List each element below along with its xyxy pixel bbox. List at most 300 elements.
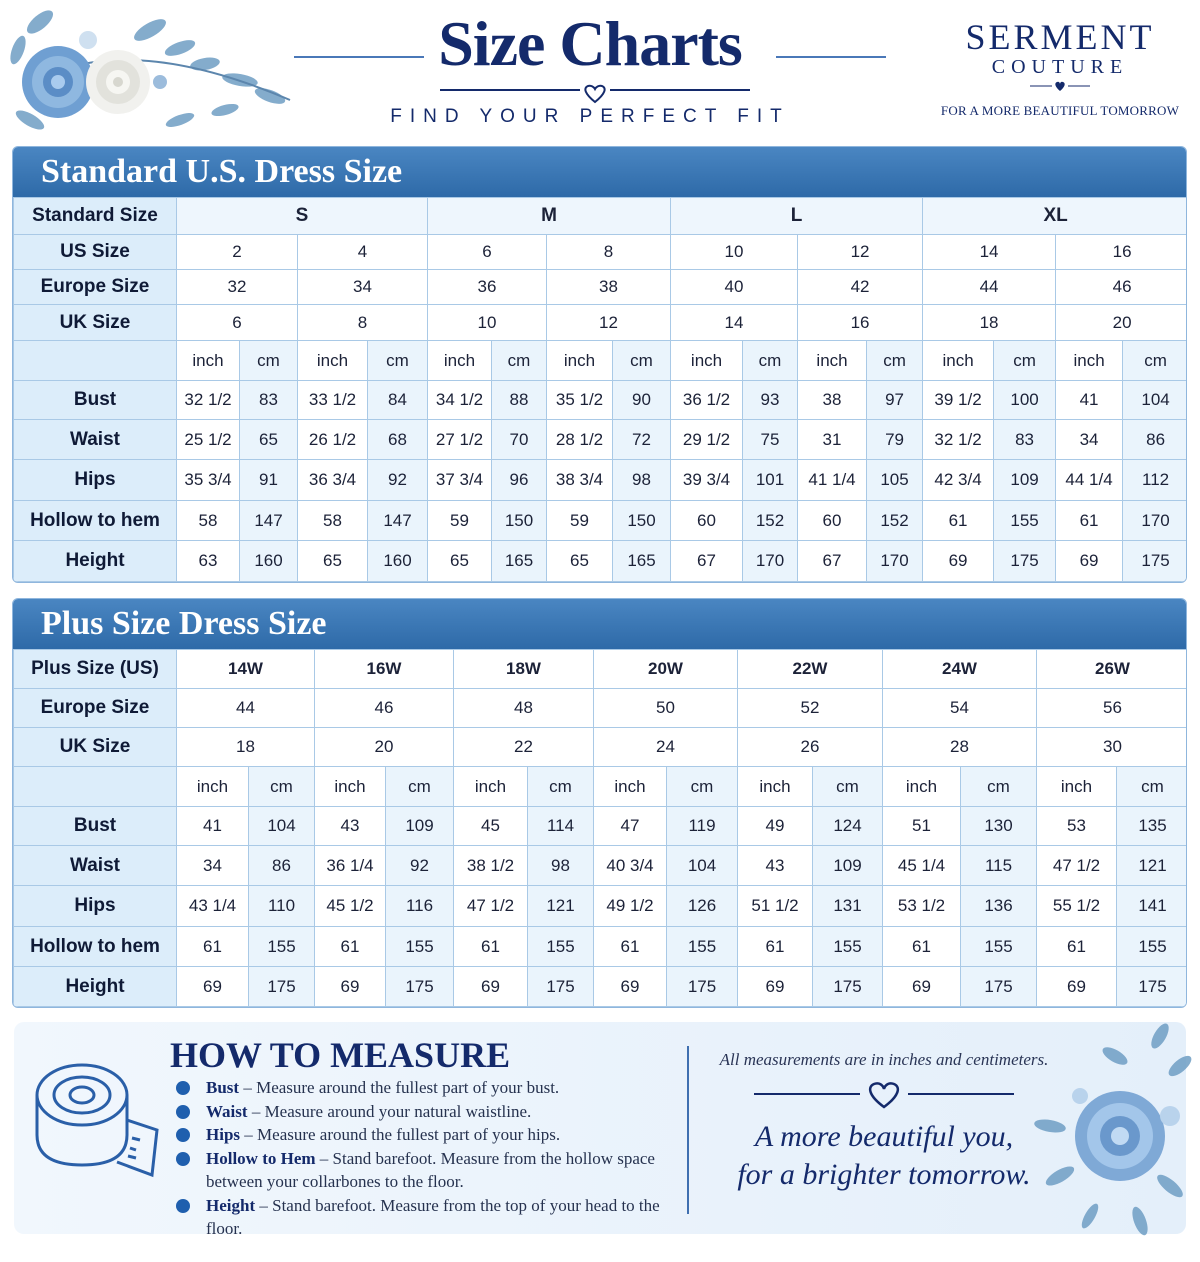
slogan-line-2: for a brighter tomorrow. (737, 1158, 1031, 1191)
measure-inch-cell: 31 (798, 420, 867, 460)
table-row (14, 689, 1188, 728)
measure-item (174, 1100, 694, 1124)
measure-cm-cell: 175 (249, 967, 315, 1007)
size-value-cell: 18 (923, 305, 1056, 341)
brand-name: SERMENT (965, 17, 1155, 57)
units-note: All measurements are in inches and centimeters. (719, 1050, 1049, 1069)
size-value-cell: 16 (798, 305, 923, 341)
measure-cm-cell: 155 (528, 927, 594, 967)
measure-cm-cell: 112 (1123, 460, 1187, 501)
measure-cm-cell: 147 (368, 501, 428, 541)
size-value-cell: 12 (547, 305, 671, 341)
measure-cm-cell: 91 (240, 460, 298, 501)
size-value-cell: 18 (177, 728, 315, 767)
row-label-bust: Bust (14, 807, 177, 846)
measure-cm-cell: 165 (613, 541, 671, 582)
size-value-cell: 26 (738, 728, 883, 767)
size-value-cell: 12 (798, 235, 923, 270)
unit-cm-cell: cm (528, 767, 594, 807)
size-value-cell: 20 (1056, 305, 1187, 341)
measure-cm-cell: 155 (386, 927, 454, 967)
measure-inch-cell: 69 (738, 967, 813, 1007)
unit-cm-cell: cm (1123, 341, 1187, 381)
section-divider (687, 1046, 689, 1214)
measure-item (174, 1076, 694, 1100)
unit-inch-cell: inch (177, 341, 240, 381)
measure-inch-cell: 69 (883, 967, 961, 1007)
measure-inch-cell: 61 (1056, 501, 1123, 541)
measure-inch-cell: 61 (315, 927, 386, 967)
measure-inch-cell: 61 (454, 927, 528, 967)
measure-inch-cell: 61 (177, 927, 249, 967)
size-value-cell: 10 (671, 235, 798, 270)
size-value-cell: 4 (298, 235, 428, 270)
table-row (14, 541, 1188, 582)
table-row (14, 807, 1188, 846)
measure-cm-cell: 170 (1123, 501, 1187, 541)
row-label-height: Height (14, 541, 177, 582)
measure-cm-cell: 175 (1117, 967, 1188, 1007)
measure-item (174, 1194, 694, 1241)
heart-icon (754, 1080, 1014, 1110)
page-subtitle: FIND YOUR PERFECT FIT (390, 106, 790, 127)
measure-inch-cell: 51 (883, 807, 961, 846)
size-value-cell: 50 (594, 689, 738, 728)
unit-inch-cell: inch (547, 341, 613, 381)
measure-inch-cell: 69 (454, 967, 528, 1007)
measure-inch-cell: 69 (594, 967, 667, 1007)
measure-inch-cell: 39 3/4 (671, 460, 743, 501)
measure-cm-cell: 83 (994, 420, 1056, 460)
measure-item (174, 1147, 694, 1194)
measure-inch-cell: 34 (1056, 420, 1123, 460)
slogan-line-1: A more beautiful you, (754, 1120, 1014, 1153)
table-row (14, 886, 1188, 927)
how-to-measure-title: HOW TO MEASURE (170, 1035, 511, 1075)
size-value-cell: 44 (923, 270, 1056, 305)
measure-inch-cell: 53 1/2 (883, 886, 961, 927)
table-row (14, 967, 1188, 1007)
measure-cm-cell: 83 (240, 381, 298, 420)
measure-inch-cell: 51 1/2 (738, 886, 813, 927)
standard-size-table (13, 197, 1187, 582)
size-value-cell: 54 (883, 689, 1037, 728)
measure-inch-cell: 69 (315, 967, 386, 1007)
measure-cm-cell: 115 (961, 846, 1037, 886)
rose-bouquet-icon (1020, 1016, 1200, 1246)
measure-inch-cell: 43 1/4 (177, 886, 249, 927)
size-group-cell: M (428, 198, 671, 235)
measure-desc: – Measure around the fullest part of your hips. (240, 1125, 561, 1144)
table-row (14, 927, 1188, 967)
measure-cm-cell: 170 (867, 541, 923, 582)
page-header (0, 0, 1200, 140)
unit-inch-cell: inch (923, 341, 994, 381)
measure-cm-cell: 121 (1117, 846, 1188, 886)
unit-cm-cell: cm (743, 341, 798, 381)
measure-cm-cell: 175 (961, 967, 1037, 1007)
measure-cm-cell: 104 (249, 807, 315, 846)
measure-cm-cell: 155 (667, 927, 738, 967)
size-value-cell: 14W (177, 650, 315, 689)
table-row (14, 235, 1188, 270)
measure-cm-cell: 109 (994, 460, 1056, 501)
size-value-cell: 16 (1056, 235, 1187, 270)
measure-cm-cell: 147 (240, 501, 298, 541)
measure-inch-cell: 41 1/4 (798, 460, 867, 501)
measure-desc: – Stand barefoot. Measure from the hollow space between your collarbones to the floor. (206, 1148, 655, 1191)
measure-cm-cell: 155 (1117, 927, 1188, 967)
measure-cm-cell: 90 (613, 381, 671, 420)
measure-inch-cell: 42 3/4 (923, 460, 994, 501)
unit-inch-cell: inch (1037, 767, 1117, 807)
unit-inch-cell: inch (428, 341, 492, 381)
measure-cm-cell: 150 (492, 501, 547, 541)
measure-cm-cell: 104 (1123, 381, 1187, 420)
measure-cm-cell: 101 (743, 460, 798, 501)
measure-inch-cell: 43 (738, 846, 813, 886)
measure-cm-cell: 152 (743, 501, 798, 541)
measure-inch-cell: 59 (428, 501, 492, 541)
measure-cm-cell: 116 (386, 886, 454, 927)
unit-inch-cell: inch (454, 767, 528, 807)
measure-cm-cell: 92 (386, 846, 454, 886)
measure-cm-cell: 109 (386, 807, 454, 846)
measure-cm-cell: 175 (813, 967, 883, 1007)
measure-cm-cell: 104 (667, 846, 738, 886)
size-value-cell: 40 (671, 270, 798, 305)
measure-cm-cell: 135 (1117, 807, 1188, 846)
row-label-uk-size: UK Size (14, 305, 177, 341)
measure-inch-cell: 36 1/2 (671, 381, 743, 420)
measure-term: Bust (206, 1078, 240, 1097)
measure-cm-cell: 141 (1117, 886, 1188, 927)
unit-cm-cell: cm (994, 341, 1056, 381)
size-value-cell: 18W (454, 650, 594, 689)
measure-cm-cell: 155 (249, 927, 315, 967)
measure-inch-cell: 58 (298, 501, 368, 541)
measure-inch-cell: 29 1/2 (671, 420, 743, 460)
size-value-cell: 22W (738, 650, 883, 689)
ornament-icon (1030, 80, 1090, 92)
size-value-cell: 30 (1037, 728, 1188, 767)
measure-inch-cell: 69 (923, 541, 994, 582)
measure-cm-cell: 92 (368, 460, 428, 501)
table-row (14, 767, 1188, 807)
measure-inch-cell: 36 1/4 (315, 846, 386, 886)
measure-inch-cell: 41 (177, 807, 249, 846)
measure-cm-cell: 86 (249, 846, 315, 886)
unit-inch-cell: inch (1056, 341, 1123, 381)
measure-cm-cell: 70 (492, 420, 547, 460)
measure-cm-cell: 175 (667, 967, 738, 1007)
measure-cm-cell: 98 (528, 846, 594, 886)
measure-cm-cell: 155 (961, 927, 1037, 967)
measure-cm-cell: 124 (813, 807, 883, 846)
measure-term: Hollow to Hem (206, 1148, 316, 1168)
measure-inch-cell: 67 (671, 541, 743, 582)
measure-inch-cell: 61 (1037, 927, 1117, 967)
size-value-cell: 20 (315, 728, 454, 767)
measure-inch-cell: 34 1/2 (428, 381, 492, 420)
title-rule-right (776, 56, 886, 58)
measure-inch-cell: 49 (738, 807, 813, 846)
size-value-cell: 48 (454, 689, 594, 728)
bullet-dot-icon (176, 1152, 190, 1166)
row-label-blank (14, 341, 177, 381)
size-value-cell: 52 (738, 689, 883, 728)
measure-inch-cell: 45 1/4 (883, 846, 961, 886)
row-label-bust: Bust (14, 381, 177, 420)
heart-icon (440, 84, 750, 104)
unit-cm-cell: cm (240, 341, 298, 381)
measure-inch-cell: 40 3/4 (594, 846, 667, 886)
measure-cm-cell: 155 (994, 501, 1056, 541)
row-label-us-size: US Size (14, 235, 177, 270)
measure-inch-cell: 61 (738, 927, 813, 967)
measure-inch-cell: 59 (547, 501, 613, 541)
measure-cm-cell: 165 (492, 541, 547, 582)
measure-inch-cell: 69 (1056, 541, 1123, 582)
measure-cm-cell: 152 (867, 501, 923, 541)
size-value-cell: 24W (883, 650, 1037, 689)
table-row (14, 305, 1188, 341)
size-value-cell: 46 (315, 689, 454, 728)
measure-inch-cell: 38 (798, 381, 867, 420)
size-value-cell: 14 (923, 235, 1056, 270)
unit-cm-cell: cm (813, 767, 883, 807)
measure-inch-cell: 58 (177, 501, 240, 541)
measure-cm-cell: 110 (249, 886, 315, 927)
measure-inch-cell: 34 (177, 846, 249, 886)
measure-item (174, 1123, 694, 1147)
measure-inch-cell: 37 3/4 (428, 460, 492, 501)
unit-inch-cell: inch (594, 767, 667, 807)
measure-cm-cell: 96 (492, 460, 547, 501)
row-label-height: Height (14, 967, 177, 1007)
measure-inch-cell: 69 (177, 967, 249, 1007)
row-label-uk-size: UK Size (14, 728, 177, 767)
size-value-cell: 28 (883, 728, 1037, 767)
measure-inch-cell: 63 (177, 541, 240, 582)
measure-inch-cell: 28 1/2 (547, 420, 613, 460)
measure-cm-cell: 93 (743, 381, 798, 420)
bullet-dot-icon (176, 1128, 190, 1142)
measure-inch-cell: 61 (883, 927, 961, 967)
row-label-hollow: Hollow to hem (14, 927, 177, 967)
measure-list (174, 1076, 694, 1241)
table-row (14, 846, 1188, 886)
measure-cm-cell: 155 (813, 927, 883, 967)
size-value-cell: 16W (315, 650, 454, 689)
measure-desc: – Stand barefoot. Measure from the top of your head to the floor. (206, 1195, 660, 1238)
brand-tagline: FOR A MORE BEAUTIFUL TOMORROW (940, 103, 1180, 118)
size-value-cell: 6 (177, 305, 298, 341)
rose-bouquet-icon (0, 0, 300, 140)
measure-inch-cell: 61 (594, 927, 667, 967)
plus-size-table (13, 649, 1187, 1007)
size-value-cell: 34 (298, 270, 428, 305)
measure-cm-cell: 68 (368, 420, 428, 460)
measure-cm-cell: 170 (743, 541, 798, 582)
measure-desc: – Measure around your natural waistline. (247, 1101, 532, 1121)
row-label-plus-size: Plus Size (US) (14, 650, 177, 689)
measure-inch-cell: 32 1/2 (923, 420, 994, 460)
measure-inch-cell: 67 (798, 541, 867, 582)
unit-cm-cell: cm (1117, 767, 1188, 807)
measure-term: Waist (206, 1101, 248, 1121)
measure-inch-cell: 65 (298, 541, 368, 582)
measure-inch-cell: 38 3/4 (547, 460, 613, 501)
measure-inch-cell: 41 (1056, 381, 1123, 420)
measure-inch-cell: 32 1/2 (177, 381, 240, 420)
size-group-cell: S (177, 198, 428, 235)
measure-inch-cell: 33 1/2 (298, 381, 368, 420)
size-value-cell: 6 (428, 235, 547, 270)
measure-cm-cell: 160 (240, 541, 298, 582)
size-value-cell: 44 (177, 689, 315, 728)
measure-inch-cell: 65 (428, 541, 492, 582)
measure-cm-cell: 131 (813, 886, 883, 927)
brand-logo (925, 18, 1195, 119)
size-value-cell: 56 (1037, 689, 1188, 728)
measure-inch-cell: 69 (1037, 967, 1117, 1007)
measure-inch-cell: 26 1/2 (298, 420, 368, 460)
row-label-europe-size: Europe Size (14, 270, 177, 305)
measure-cm-cell: 150 (613, 501, 671, 541)
measuring-tape-icon (32, 1050, 172, 1190)
bullet-dot-icon (176, 1199, 190, 1213)
measure-inch-cell: 39 1/2 (923, 381, 994, 420)
measure-cm-cell: 175 (528, 967, 594, 1007)
standard-size-heading: Standard U.S. Dress Size (13, 147, 1186, 197)
unit-inch-cell: inch (738, 767, 813, 807)
size-value-cell: 22 (454, 728, 594, 767)
table-row (14, 728, 1188, 767)
row-label-blank (14, 767, 177, 807)
table-row (14, 650, 1188, 689)
unit-cm-cell: cm (492, 341, 547, 381)
measure-inch-cell: 36 3/4 (298, 460, 368, 501)
measure-cm-cell: 121 (528, 886, 594, 927)
measure-inch-cell: 47 1/2 (1037, 846, 1117, 886)
measure-inch-cell: 60 (798, 501, 867, 541)
unit-cm-cell: cm (368, 341, 428, 381)
measure-inch-cell: 45 (454, 807, 528, 846)
title-block (290, 6, 890, 136)
how-to-measure-section (14, 1022, 1186, 1238)
size-value-cell: 32 (177, 270, 298, 305)
size-value-cell: 26W (1037, 650, 1188, 689)
measure-cm-cell: 105 (867, 460, 923, 501)
size-value-cell: 20W (594, 650, 738, 689)
size-group-cell: XL (923, 198, 1187, 235)
measure-cm-cell: 75 (743, 420, 798, 460)
size-value-cell: 46 (1056, 270, 1187, 305)
size-value-cell: 8 (547, 235, 671, 270)
unit-cm-cell: cm (961, 767, 1037, 807)
unit-cm-cell: cm (249, 767, 315, 807)
unit-cm-cell: cm (386, 767, 454, 807)
table-row (14, 198, 1188, 235)
plus-size-heading: Plus Size Dress Size (13, 599, 1186, 649)
measure-cm-cell: 86 (1123, 420, 1187, 460)
table-row (14, 501, 1188, 541)
measure-inch-cell: 45 1/2 (315, 886, 386, 927)
measure-inch-cell: 25 1/2 (177, 420, 240, 460)
measure-inch-cell: 49 1/2 (594, 886, 667, 927)
bullet-dot-icon (176, 1081, 190, 1095)
brand-subname: COUTURE (991, 56, 1129, 78)
measure-cm-cell: 88 (492, 381, 547, 420)
measure-inch-cell: 44 1/4 (1056, 460, 1123, 501)
measure-cm-cell: 160 (368, 541, 428, 582)
measure-inch-cell: 35 1/2 (547, 381, 613, 420)
measure-cm-cell: 97 (867, 381, 923, 420)
size-value-cell: 36 (428, 270, 547, 305)
measure-cm-cell: 175 (994, 541, 1056, 582)
title-rule-left (294, 56, 424, 58)
row-label-standard-size: Standard Size (14, 198, 177, 235)
measure-cm-cell: 175 (1123, 541, 1187, 582)
measure-inch-cell: 65 (547, 541, 613, 582)
page-title: Size Charts (438, 8, 742, 79)
measure-inch-cell: 35 3/4 (177, 460, 240, 501)
measure-cm-cell: 114 (528, 807, 594, 846)
measure-cm-cell: 119 (667, 807, 738, 846)
size-value-cell: 8 (298, 305, 428, 341)
table-row (14, 460, 1188, 501)
measure-inch-cell: 60 (671, 501, 743, 541)
unit-inch-cell: inch (671, 341, 743, 381)
size-value-cell: 38 (547, 270, 671, 305)
measure-inch-cell: 53 (1037, 807, 1117, 846)
measure-cm-cell: 109 (813, 846, 883, 886)
measure-inch-cell: 47 (594, 807, 667, 846)
plus-size-panel (12, 598, 1187, 1008)
unit-inch-cell: inch (315, 767, 386, 807)
unit-cm-cell: cm (867, 341, 923, 381)
measure-inch-cell: 43 (315, 807, 386, 846)
measure-term: Hips (206, 1125, 241, 1144)
table-row (14, 270, 1188, 305)
row-label-europe-size: Europe Size (14, 689, 177, 728)
table-row (14, 420, 1188, 460)
measure-inch-cell: 61 (923, 501, 994, 541)
measure-cm-cell: 130 (961, 807, 1037, 846)
size-value-cell: 24 (594, 728, 738, 767)
measure-cm-cell: 175 (386, 967, 454, 1007)
measure-desc: – Measure around the fullest part of your bust. (239, 1078, 560, 1097)
unit-inch-cell: inch (883, 767, 961, 807)
size-value-cell: 14 (671, 305, 798, 341)
measure-inch-cell: 38 1/2 (454, 846, 528, 886)
measure-cm-cell: 65 (240, 420, 298, 460)
slogan (714, 1118, 1054, 1194)
table-row (14, 341, 1188, 381)
size-value-cell: 42 (798, 270, 923, 305)
bullet-dot-icon (176, 1105, 190, 1119)
measure-cm-cell: 79 (867, 420, 923, 460)
measure-cm-cell: 72 (613, 420, 671, 460)
size-group-cell: L (671, 198, 923, 235)
row-label-waist: Waist (14, 846, 177, 886)
measure-inch-cell: 27 1/2 (428, 420, 492, 460)
row-label-hollow: Hollow to hem (14, 501, 177, 541)
standard-size-panel (12, 146, 1187, 583)
unit-inch-cell: inch (177, 767, 249, 807)
unit-cm-cell: cm (613, 341, 671, 381)
